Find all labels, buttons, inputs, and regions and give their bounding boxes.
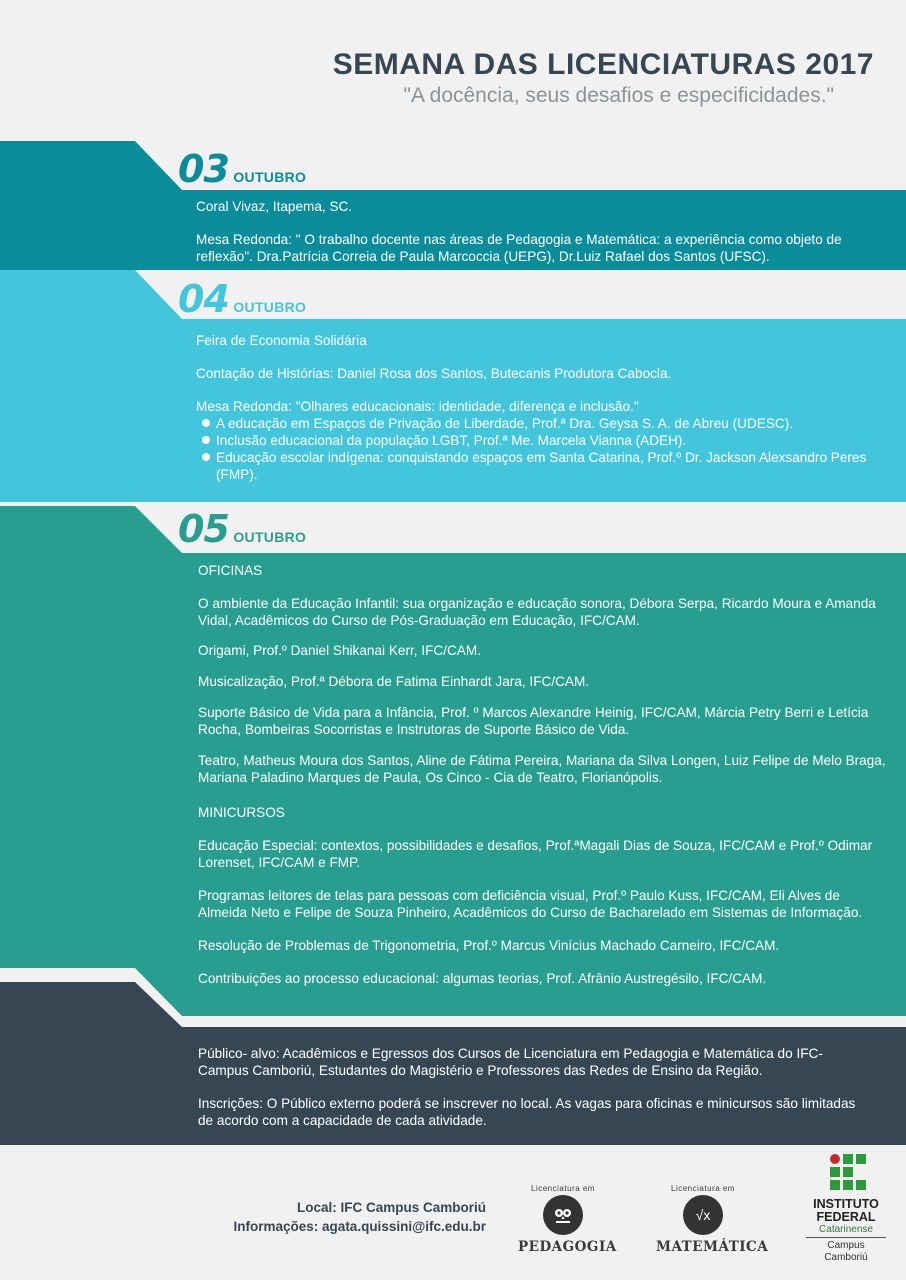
day1-item: Mesa Redonda: " O trabalho docente nas áreas de Pedagogia e Matemática: a experiência como objeto de reflexão". Dra.Patrícia Correia de Paula Marcoccia (UEPG), Dr.Luiz Rafael dos Santos (UFSC). [196,232,842,264]
oficinas-heading: OFICINAS [198,563,263,578]
day3-number: 05 [178,507,229,551]
day2-month: OUTUBRO [233,299,307,315]
day2-item: Feira de Economia Solidária [196,333,367,348]
page-subtitle: "A docência, seus desafios e especificidades." [403,84,834,107]
footer-informacoes: Informações: agata.quissini@ifc.edu.br [233,1219,486,1234]
oficina-item: O ambiente da Educação Infantil: sua organização e educação sonora, Débora Serpa, Ricardo Moura e Amanda Vidal, Acadêmicos do Curso de Pós-Graduação em Educação, IFC/CAM. [198,596,876,628]
footer-local: Local: IFC Campus Camboriú [296,1200,486,1215]
owl-icon [543,1195,583,1235]
day2-bullet: Inclusão educacional da população LGBT, Prof.ª Me. Marcela Vianna (ADEH). [216,432,886,449]
publico-alvo: Público- alvo: Acadêmicos e Egressos dos Cursos de Licenciatura em Pedagogia e Matemática do IFC-Campus Camboriú, Estudantes do Magistério e Professores das Redes de Ensino da Região. [198,1046,823,1078]
inscricoes: Inscrições: O Público externo poderá se inscrever no local. As vagas para oficinas e minicursos são limitadas de acordo com a capacidade de cada atividade. [198,1096,856,1128]
day2-number: 04 [178,277,229,321]
logo-matematica-name: MATEMÁTICA [656,1239,769,1255]
minicurso-item: Programas leitores de telas para pessoas com deficiência visual, Prof.º Paulo Kuss, IFC/CAM, Eli Alves de Almeida Neto e Felipe de Souza Pinheiro, Acadêmicos do Curso de Bacharelado em Sistemas de Informação. [198,888,863,920]
minicurso-item: Educação Especial: contextos, possibilidades e desafios, Prof.ªMagali Dias de Souza, IFC/CAM e Prof.º Odimar Lorenset, IFC/CAM e FMP. [198,838,873,870]
ifc-line1: INSTITUTO [813,1197,879,1211]
logo-pedagogia [518,1184,617,1255]
day2-bullet-list [196,415,886,483]
day2-bullet: A educação em Espaços de Privação de Liberdade, Prof.ª Dra. Geysa S. A. de Abreu (UDESC). [216,415,886,432]
ifc-line5: Camboriú [824,1252,868,1263]
day1-date [178,147,307,191]
day2-item: Mesa Redonda: "Olhares educacionais: identidade, diferença e inclusão." [196,399,639,414]
day2-date [178,277,307,321]
oficina-item: Suporte Básico de Vida para a Infância, Prof. º Marcos Alexandre Heinig, IFC/CAM, Márcia Petry Berri e Letícia Rocha, Bombeiras Socorristas e Instrutoras de Suporte Básico de Vida. [198,705,869,737]
logo-pedagogia-arc: Licenciatura em [531,1184,595,1193]
header [333,48,874,108]
day1-content [196,198,896,265]
oficina-item: Musicalização, Prof.ª Débora de Fatima Einhardt Jara, IFC/CAM. [198,674,590,689]
ifc-grid-icon [830,1154,866,1190]
day1-month: OUTUBRO [233,169,307,185]
day3-month: OUTUBRO [233,529,307,545]
logo-matematica [656,1184,769,1255]
ifc-line3: Catarinense [806,1224,886,1238]
oficina-item: Teatro, Matheus Moura dos Santos, Aline de Fátima Pereira, Mariana da Silva Longen, Luiz Felipe de Melo Braga, Mariana Paladino Marques de Paula, Os Cinco - Cia de Teatro, Florianópolis. [198,753,886,785]
sqrt-x-icon: √x [683,1195,723,1235]
day2-bullet: Educação escolar indígena: conquistando espaços em Santa Catarina, Prof.º Dr. Jackson Alexsandro Peres (FMP). [216,449,886,483]
day3-content [198,562,888,987]
day2-content [196,332,886,483]
day1-number: 03 [178,147,229,191]
logo-ifc [806,1152,886,1264]
logo-matematica-arc: Licenciatura em [671,1184,735,1193]
info-content [198,1045,866,1129]
page-title: SEMANA DAS LICENCIATURAS 2017 [332,48,874,81]
minicurso-item: Contribuições ao processo educacional: algumas teorias, Prof. Afrânio Austregésilo, IFC/CAM. [198,971,767,986]
logo-pedagogia-name: PEDAGOGIA [518,1239,617,1255]
ifc-line2: FEDERAL [816,1210,876,1224]
day1-item: Coral Vivaz, Itapema, SC. [196,199,353,214]
day3-date [178,507,307,551]
oficina-item: Origami, Prof.º Daniel Shikanai Kerr, IFC/CAM. [198,643,481,658]
ifc-line4: Campus [827,1240,865,1251]
minicurso-item: Resolução de Problemas de Trigonometria, Prof.º Marcus Vinícius Machado Carneiro, IFC/CAM. [198,938,780,953]
minicursos-heading: MINICURSOS [198,805,285,820]
footer-contact [234,1198,486,1236]
day2-item: Contação de Histórias: Daniel Rosa dos Santos, Butecanis Produtora Cabocla. [196,366,672,381]
